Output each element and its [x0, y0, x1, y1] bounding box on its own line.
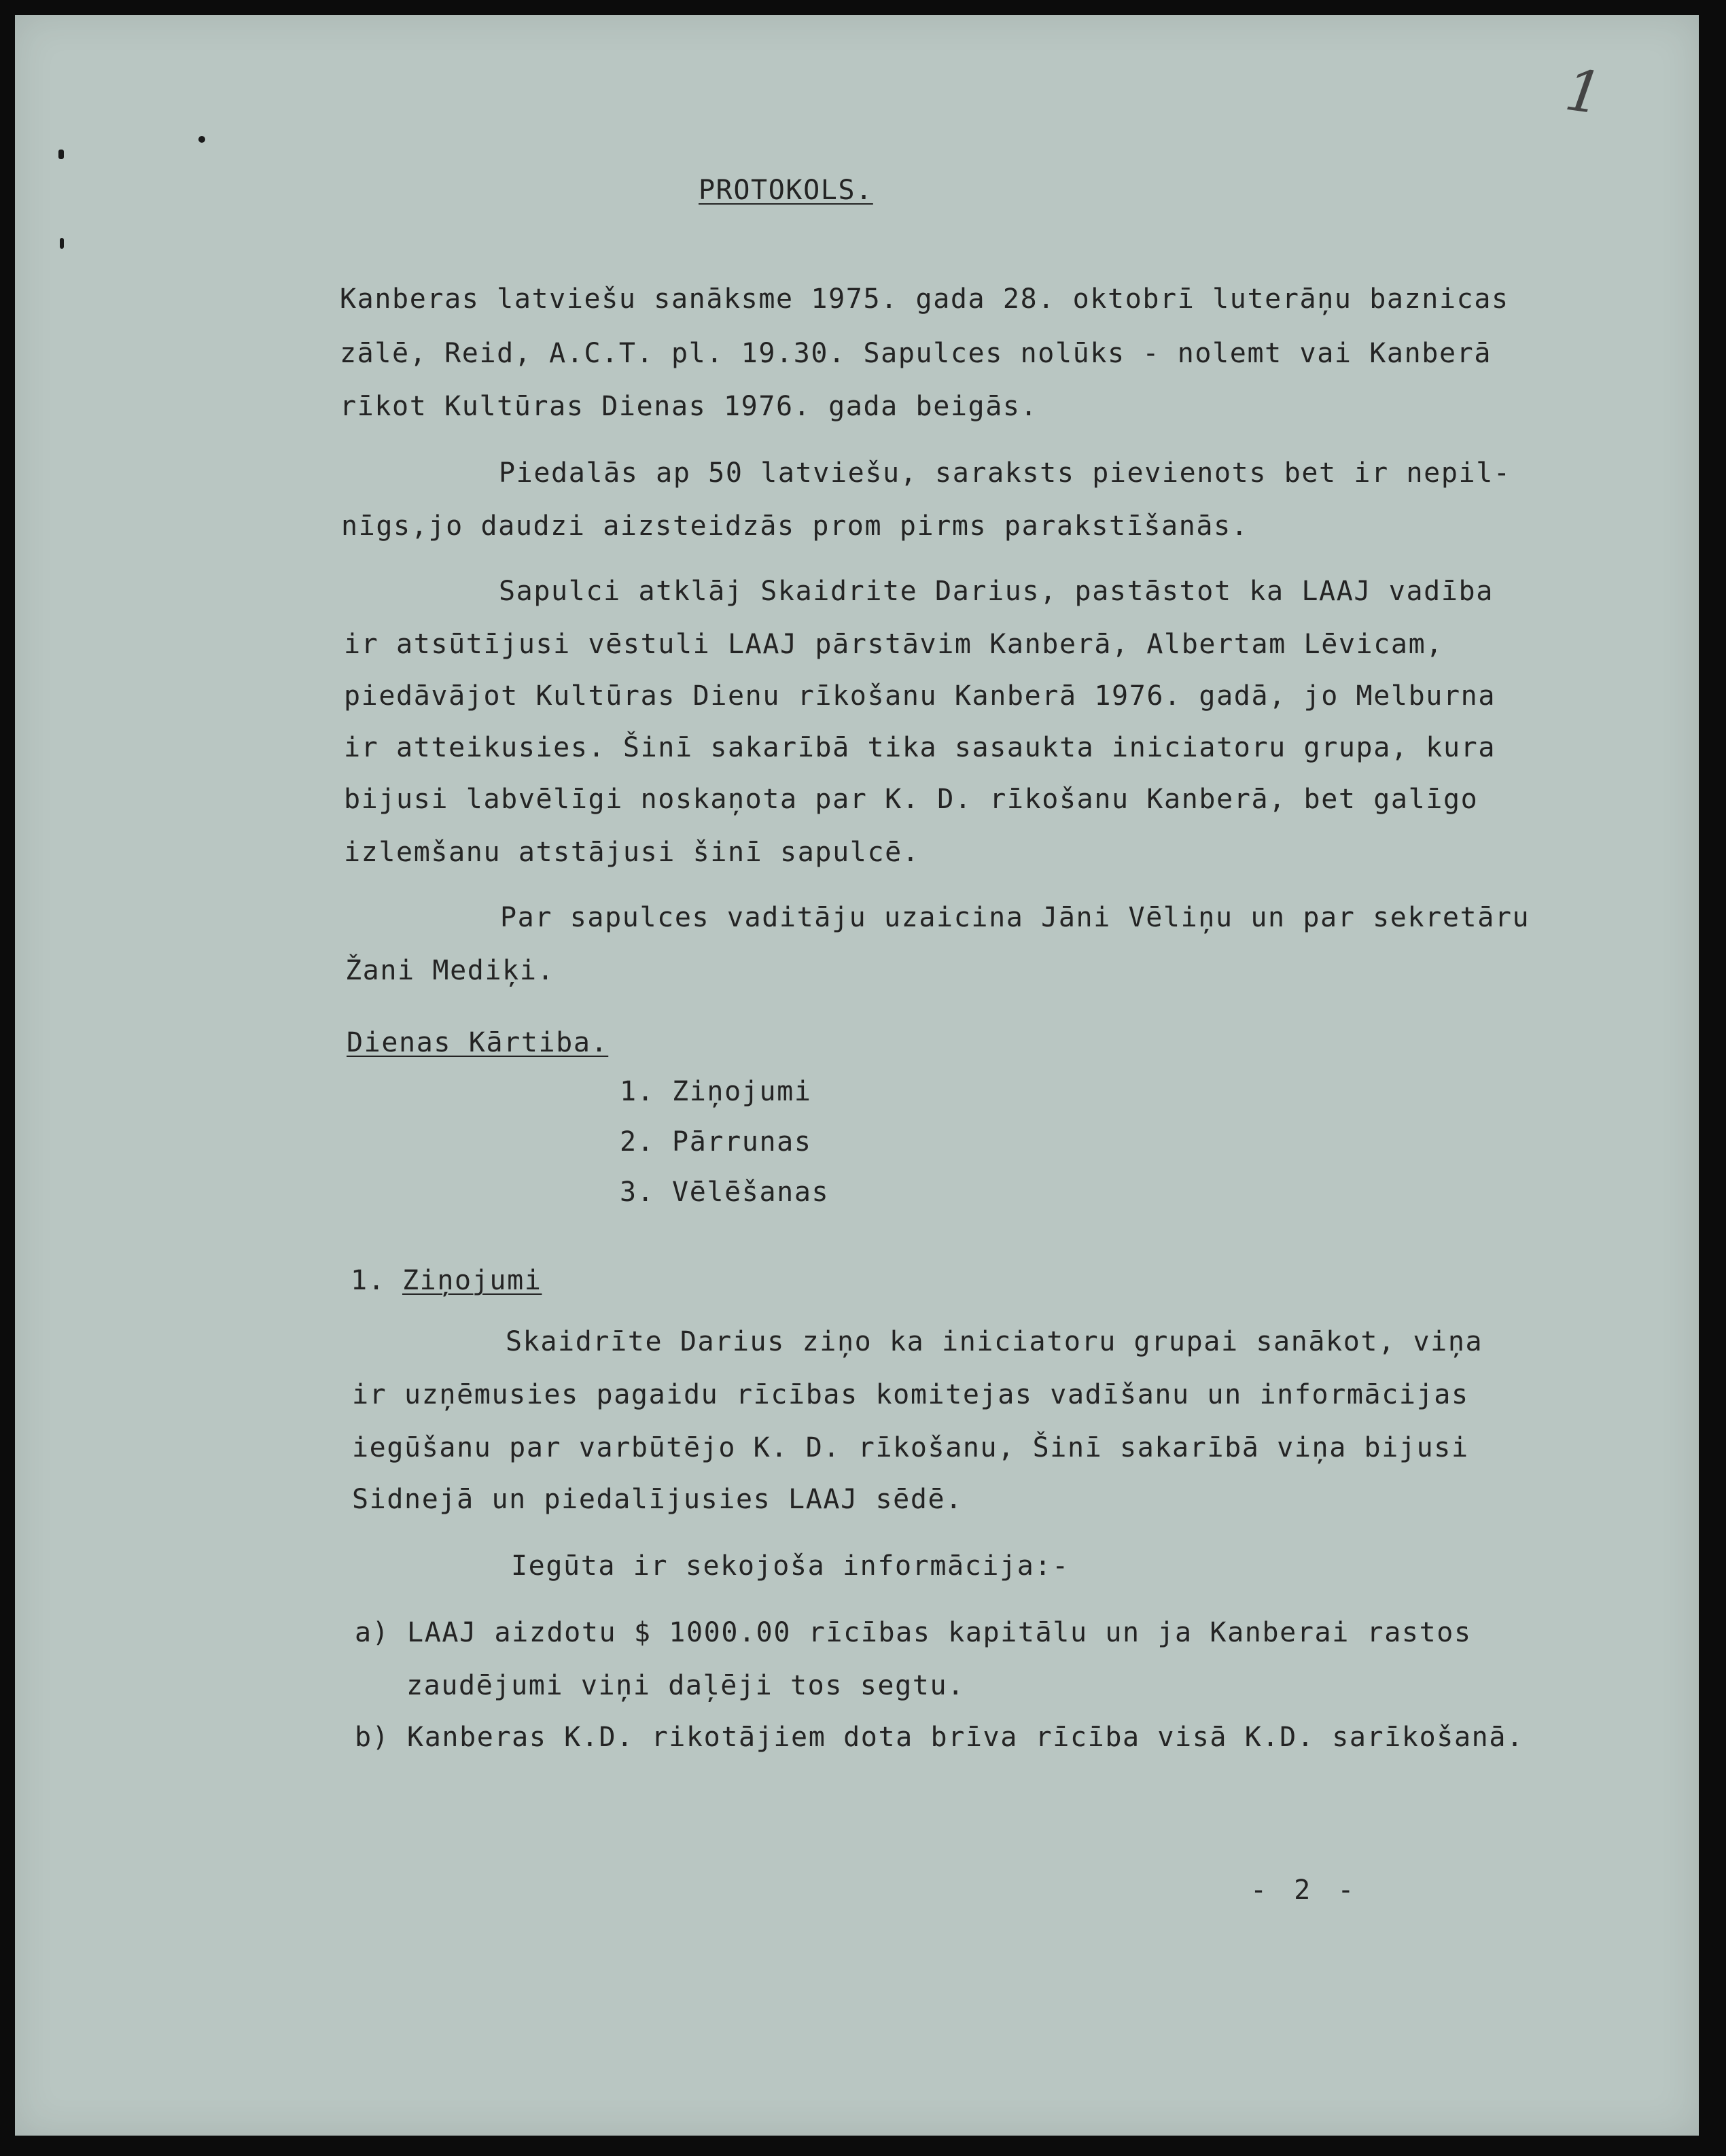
document-page [15, 15, 1699, 2136]
section-line: Skaidrīte Darius ziņo ka iniciatoru grupai sanākot, viņa [506, 1326, 1483, 1357]
intro-line: zālē, Reid, A.C.T. pl. 19.30. Sapulces nolūks - nolemt vai Kanberā [340, 338, 1492, 369]
agenda-heading: Dienas Kārtiba. [347, 1027, 609, 1058]
opening-line: ir atteikusies. Šinī sakarībā tika sasaukta iniciatoru grupa, kura [344, 732, 1496, 763]
page-footer: - 2 - [1250, 1875, 1360, 1906]
section-line: iegūšanu par varbūtējo K. D. rīkošanu, Šinī sakarībā viņa bijusi [352, 1432, 1469, 1463]
chair-line: Par sapulces vaditāju uzaicina Jāni Vēliņu un par sekretāru [500, 902, 1530, 933]
section-line: ir uzņēmusies pagaidu rīcības komitejas vadīšanu un informācijas [352, 1379, 1469, 1410]
margin-mark [58, 150, 64, 159]
margin-mark [198, 136, 205, 143]
opening-line: Sapulci atklāj Skaidrite Darius, pastāstot ka LAAJ vadība [499, 576, 1494, 607]
agenda-item: 3. Vēlēšanas [620, 1177, 830, 1208]
opening-line: izlemšanu atstājusi šinī sapulcē. [344, 837, 920, 868]
opening-line: ir atsūtījusi vēstuli LAAJ pārstāvim Kanberā, Albertam Lēvicam, [344, 629, 1443, 660]
margin-mark [60, 238, 64, 249]
attendance-line: Piedalās ap 50 latviešu, saraksts pievienots bet ir nepil- [499, 457, 1511, 489]
intro-line: rīkot Kultūras Dienas 1976. gada beigās. [340, 391, 1038, 422]
chair-line: Žani Mediķi. [345, 955, 555, 986]
attendance-line: nīgs,jo daudzi aizsteidzās prom pirms parakstīšanās. [341, 510, 1249, 542]
info-item-a: a) LAAJ aizdotu $ 1000.00 rīcības kapitālu un ja Kanberai rastos [355, 1617, 1472, 1648]
agenda-item: 1. Ziņojumi [620, 1076, 812, 1107]
section-number: 1. [351, 1265, 386, 1296]
info-item-b: b) Kanberas K.D. rikotājiem dota brīva rīcība visā K.D. sarīkošanā. [355, 1722, 1524, 1753]
section-line: Sidnejā un piedalījusies LAAJ sēdē. [352, 1484, 963, 1515]
agenda-item: 2. Pārrunas [620, 1126, 812, 1158]
document-title: PROTOKOLS. [699, 175, 873, 206]
info-item-a: zaudējumi viņi daļēji tos segtu. [406, 1670, 965, 1701]
intro-line: Kanberas latviešu sanāksme 1975. gada 28. oktobrī luterāņu baznicas [340, 283, 1509, 315]
section-title: Ziņojumi [402, 1265, 542, 1296]
opening-line: bijusi labvēlīgi noskaņota par K. D. rīkošanu Kanberā, bet galīgo [344, 784, 1479, 815]
info-intro: Iegūta ir sekojoša informācija:- [511, 1550, 1070, 1582]
handwritten-page-number: 1 [1561, 56, 1607, 128]
opening-line: piedāvājot Kultūras Dienu rīkošanu Kanberā 1976. gadā, jo Melburna [344, 680, 1496, 712]
